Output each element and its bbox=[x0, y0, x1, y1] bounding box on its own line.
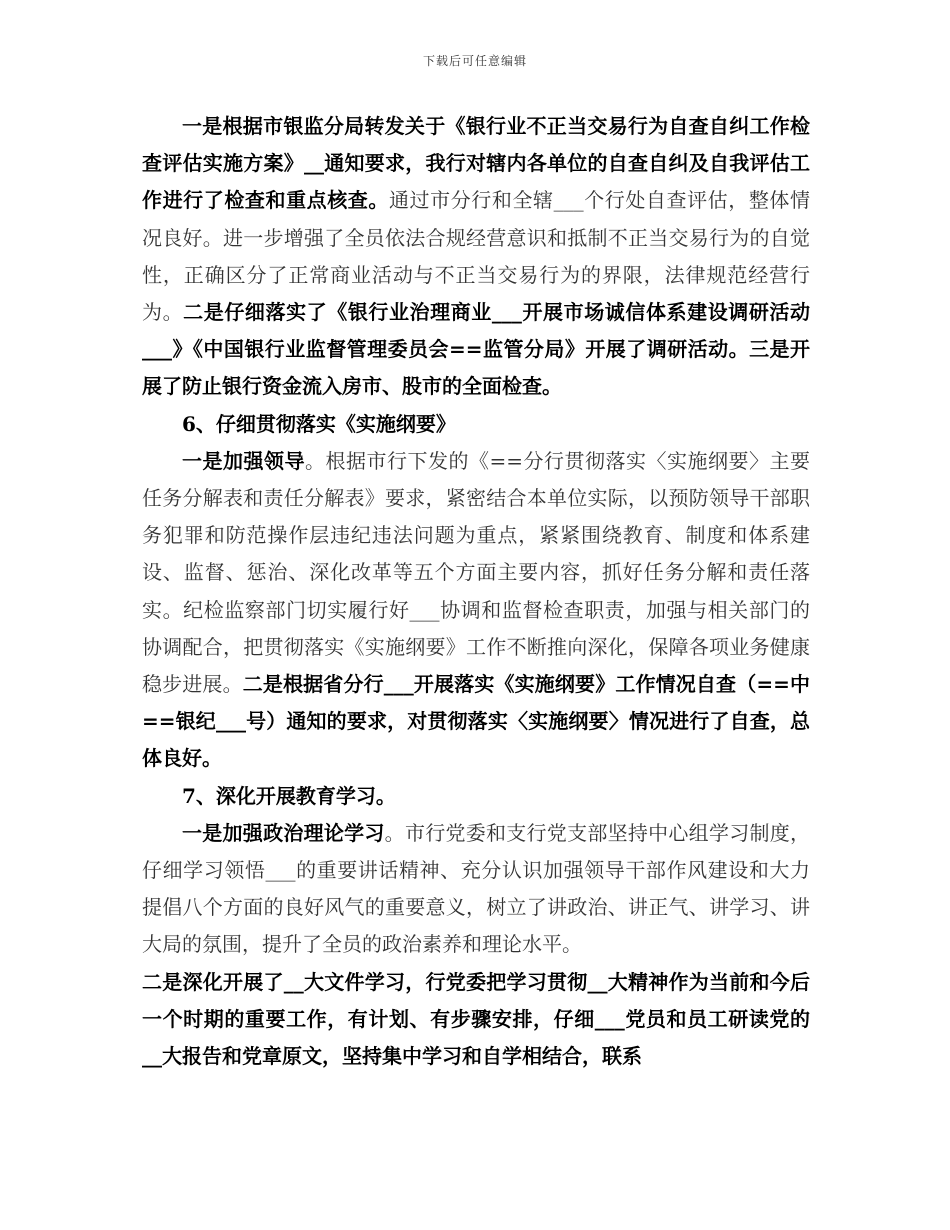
text-normal: 。市行党委和支行党支部坚持中心组学习制度，仔细学习领悟___的重要讲话精神、充分认识加强领导干部作风建设和大力提倡八个方面的良好风气的重要意义，树立了讲政治、讲正气、讲学习、讲大局的氛围，提升了全员的政治素养和理论水平。 bbox=[142, 820, 811, 957]
heading-text: 7、深化开展教育学习。 bbox=[182, 783, 396, 808]
text-bold: 一是加强领导 bbox=[182, 448, 305, 473]
paragraph-congress-study bbox=[142, 964, 810, 1076]
text-bold: 二是仔细落实了《银行业治理商业___开展市场诚信体系建设调研活动___》《中国银行业监督管理委员会==监管分局》开展了调研活动。三是开展了防止银行资金流入房市、股市的全面检查。 bbox=[142, 300, 811, 399]
text-bold: 二是根据省分行___开展落实《实施纲要》工作情况自查（==中==银纪___号）通知的要求，对贯彻落实〈实施纲要〉情况进行了自查，总体良好。 bbox=[142, 672, 811, 771]
section-heading-7 bbox=[142, 778, 810, 815]
paragraph-leadership bbox=[142, 443, 810, 778]
text-bold: 二是深化开展了__大文件学习，行党委把学习贯彻__大精神作为当前和今后一个时期的重要工作，有计划、有步骤安排，仔细___党员和员工研读党的__大报告和党章原文，坚持集中学习和自学相结合，联系 bbox=[142, 969, 810, 1069]
paragraph-political-study bbox=[142, 815, 810, 964]
heading-text: 6、仔细贯彻落实《实施纲要》 bbox=[182, 411, 456, 436]
section-heading-6 bbox=[142, 406, 810, 443]
page-header: 下载后可任意编辑 bbox=[422, 54, 527, 68]
document-body bbox=[142, 108, 810, 1075]
text-bold: 一是根据市银监分局转发关于《银行业不正当交易行为自查自纠工作检查评估实施方案》__通知要求，我行对辖内各单位的自查自纠及自我评估工作进行了检查和重点核查。 bbox=[142, 114, 810, 213]
text-bold: 一是加强政治理论学习 bbox=[182, 820, 385, 845]
text-normal: 。根据市行下发的《==分行贯彻落实〈实施纲要〉主要任务分解表和责任分解表》要求，紧密结合本单位实际，以预防领导干部职务犯罪和防范操作层违纪违法问题为重点，紧紧围绕教育、制度和体系建设、监督、惩治、深化改革等五个方面主要内容，抓好任务分解和责任落实。纪检监察部门切实履行好___协调和监督检查职责，加强与相关部门的协调配合，把贯彻落实《实施纲要》工作不断推向深化，保障各项业务健康稳步进展。 bbox=[142, 448, 811, 697]
paragraph-inspection bbox=[142, 108, 810, 406]
text-normal: 通过市分行和全辖___个行处自查评估，整体情况良好。进一步增强了全员依法合规经营意识和抵制不正当交易行为的自觉性，正确区分了正常商业活动与不正当交易行为的界限，法律规范经营行为。 bbox=[142, 188, 811, 325]
